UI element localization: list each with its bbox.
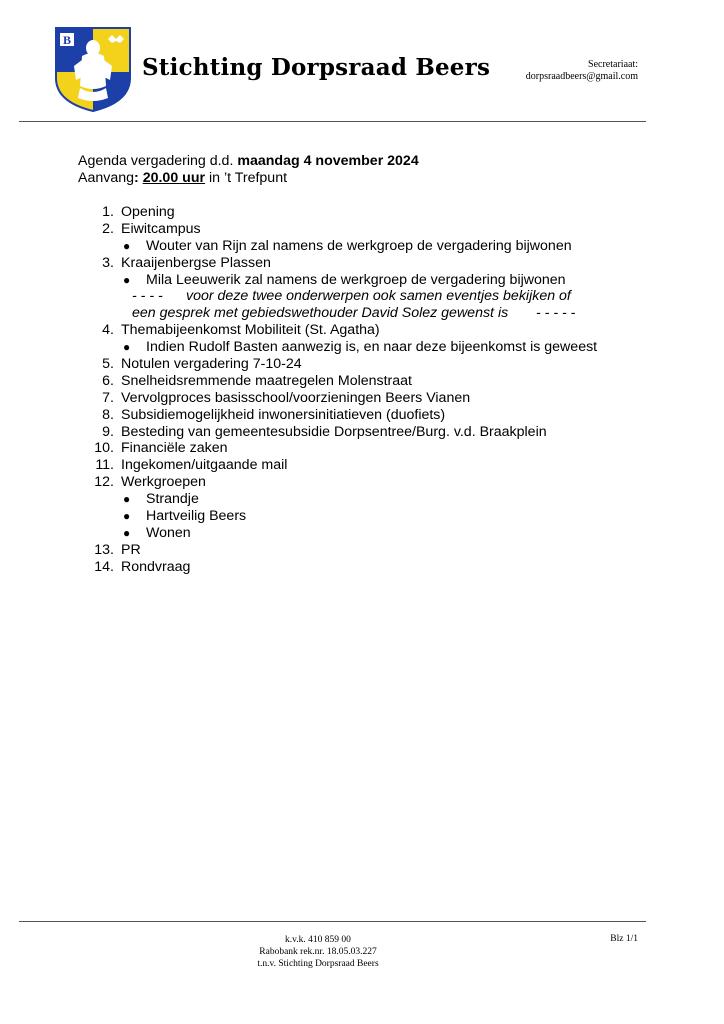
item-number: 8. <box>102 406 114 423</box>
item-text: Eiwitcampus <box>121 220 201 237</box>
item-number: 6. <box>102 372 114 389</box>
item-number: 12. <box>94 474 114 491</box>
secretariat-email: dorpsraadbeers@gmail.com <box>525 71 638 82</box>
item-number: 7. <box>102 389 114 406</box>
bullet-icon: ● <box>123 238 131 253</box>
footer-divider <box>19 921 646 922</box>
item-text: Themabijeenkomst Mobiliteit (St. Agatha) <box>121 322 380 339</box>
item-number: 10. <box>94 440 114 457</box>
list-subitem <box>78 491 638 508</box>
subitem-text: Indien Rudolf Basten aanwezig is, en naar deze bijeenkomst is geweest <box>146 339 598 356</box>
subitem-text: Strandje <box>146 491 199 508</box>
start-time: 20.00 uur <box>142 170 206 186</box>
agenda-prefix: Agenda vergadering d.d. <box>78 153 238 169</box>
list-subitem <box>78 525 638 542</box>
list-item <box>78 255 638 272</box>
start-colon: : <box>134 170 139 186</box>
agenda-date: maandag 4 november 2024 <box>237 153 419 169</box>
coat-of-arms-logo <box>54 26 132 112</box>
item-number: 4. <box>102 322 114 339</box>
item-text: Rondvraag <box>121 558 191 575</box>
subitem-text: Wonen <box>146 524 191 541</box>
secretariat-label: Secretariaat: <box>588 59 638 70</box>
list-item <box>78 221 638 238</box>
subitem-text: Hartveilig Beers <box>146 508 247 525</box>
item-number: 3. <box>102 254 114 271</box>
item-number: 13. <box>94 541 114 558</box>
item-text: Kraaijenbergse Plassen <box>121 254 271 271</box>
footer-info <box>220 934 416 970</box>
list-item <box>78 542 638 559</box>
item-text: Opening <box>121 204 175 220</box>
list-item <box>78 474 638 491</box>
list-item <box>78 559 638 576</box>
item-text: Vervolgproces basisschool/voorzieningen Beers Vianen <box>121 389 471 406</box>
item-text: Financiële zaken <box>121 440 228 457</box>
bullet-icon: ● <box>123 340 131 355</box>
list-item <box>78 407 638 424</box>
subitem-text: Wouter van Rijn zal namens de werkgroep de vergadering bijwonen <box>146 237 572 254</box>
start-prefix: Aanvang <box>78 170 135 186</box>
note-dashes-right: - - - - - <box>536 305 576 322</box>
item-text: Snelheidsremmende maatregelen Molenstraat <box>121 372 413 389</box>
item-text: PR <box>121 541 141 558</box>
header-divider <box>19 121 646 122</box>
list-item <box>78 356 638 373</box>
list-subitem <box>78 508 638 525</box>
list-item <box>78 322 638 339</box>
bullet-icon: ● <box>123 492 131 507</box>
item-text: Besteding van gemeentesubsidie Dorpsentree/Burg. v.d. Braakplein <box>121 423 547 440</box>
start-location: in ’t Trefpunt <box>205 170 288 186</box>
start-time-line <box>78 170 419 187</box>
item-text: Ingekomen/uitgaande mail <box>121 457 288 474</box>
list-item <box>78 440 638 457</box>
agenda-list <box>78 204 638 576</box>
list-item <box>78 204 638 221</box>
note-text-2: een gesprek met gebiedswethouder David Solez gewenst is <box>132 305 509 322</box>
organization-title: Stichting Dorpsraad Beers <box>142 54 491 81</box>
list-subitem <box>78 272 638 289</box>
item-number: 2. <box>102 220 114 237</box>
item-number: 14. <box>94 558 114 575</box>
agenda-date-line <box>78 153 419 170</box>
item-text: Subsidiemogelijkheid inwonersinitiatieven (duofiets) <box>121 406 446 423</box>
item-number: 5. <box>102 356 114 373</box>
note-dashes-left: - - - - <box>132 288 163 305</box>
list-subitem <box>78 238 638 255</box>
item-text: Werkgroepen <box>121 474 206 491</box>
footer-bank: Rabobank rek.nr. 18.05.03.227 <box>259 947 377 957</box>
note-line-2 <box>78 305 638 322</box>
footer-kvk: k.v.k. 410 859 00 <box>285 935 351 945</box>
agenda-intro <box>78 153 419 187</box>
note-line-1 <box>78 288 638 305</box>
list-subitem <box>78 339 638 356</box>
logo-letter: B <box>62 33 72 47</box>
secretariat-block <box>525 59 638 82</box>
list-item <box>78 457 638 474</box>
bullet-icon: ● <box>123 509 131 524</box>
note-text-1: voor deze twee onderwerpen ook samen eventjes bekijken of <box>186 288 571 305</box>
bullet-icon: ● <box>123 272 131 287</box>
item-number: 9. <box>102 423 114 440</box>
bullet-icon: ● <box>123 525 131 540</box>
item-number: 1. <box>102 204 114 220</box>
page-number: Blz 1/1 <box>610 934 638 944</box>
list-item <box>78 390 638 407</box>
item-number: 11. <box>95 457 114 474</box>
list-item <box>78 373 638 390</box>
item-text: Notulen vergadering 7-10-24 <box>121 356 302 373</box>
footer-tnv: t.n.v. Stichting Dorpsraad Beers <box>257 959 379 969</box>
list-item <box>78 424 638 441</box>
subitem-text: Mila Leeuwerik zal namens de werkgroep de vergadering bijwonen <box>146 271 566 288</box>
